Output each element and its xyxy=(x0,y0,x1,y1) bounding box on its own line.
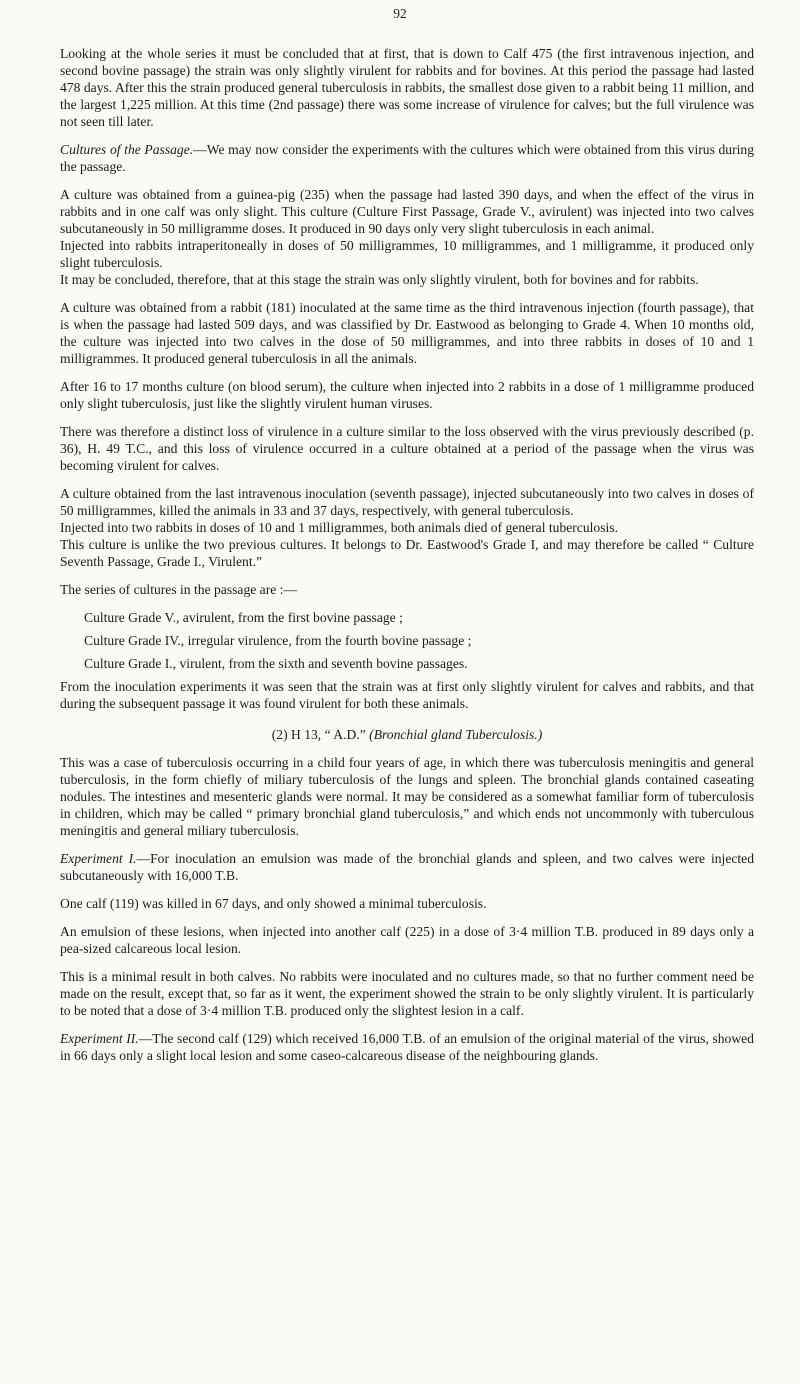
case-heading: (2) H 13, “ A.D.” (Bronchial gland Tuberculosis.) xyxy=(271,727,543,742)
page-body xyxy=(60,45,754,1075)
paragraph: After 16 to 17 months culture (on blood serum), the culture when injected into 2 rabbits in a dose of 1 milligramme produced only slight tuberculosis, just like the slightly virulent human viruses. xyxy=(60,379,754,411)
paragraph: There was therefore a distinct loss of virulence in a culture similar to the loss observed with the virus previously described (p. 36), H. 49 T.C., and this loss of virulence occurred in a culture obtained at a period of the passage when the virus was becoming virulent for calves. xyxy=(60,424,754,473)
paragraph: This culture is unlike the two previous cultures. It belongs to Dr. Eastwood's Grade I, and may therefore be called “ Culture Seventh Passage, Grade I., Virulent.” xyxy=(60,537,754,569)
paragraph: From the inoculation experiments it was seen that the strain was at first only slightly virulent for calves and rabbits, and that during the subsequent passage it was found virulent for both these animals. xyxy=(60,679,754,711)
list-item: Culture Grade V., avirulent, from the first bovine passage ; xyxy=(84,610,403,625)
page-number: 92 xyxy=(393,6,407,21)
paragraph: One calf (119) was killed in 67 days, and only showed a minimal tuberculosis. xyxy=(60,896,487,911)
paragraph: Looking at the whole series it must be concluded that at first, that is down to Calf 475 (the first intravenous injection, and second bovine passage) the strain was only slightly virulent for rabbits and for bovines. At this period the passage had lasted 478 days. After this the strain produced general tuberculosis in rabbits, the smallest dose given to a rabbit being 11 million, and the largest 1,225 million. At this time (2nd passage) there was some increase of virulence for calves; but the full virulence was not seen till later. xyxy=(60,46,754,129)
list-item: Culture Grade I., virulent, from the sixth and seventh bovine passages. xyxy=(84,656,468,671)
paragraph: A culture was obtained from a guinea-pig (235) when the passage had lasted 390 days, and when the effect of the virus in rabbits and in one calf was only slight. This culture (Culture First Passage, Grade V., avirulent) was injected into two calves subcutaneously in 50 milligramme doses. It produced in 90 days only very slight tuberculosis in each animal. xyxy=(60,187,754,236)
paragraph: An emulsion of these lesions, when injected into another calf (225) in a dose of 3·4 million T.B. produced in 89 days only a pea-sized calcareous local lesion. xyxy=(60,924,754,956)
paragraph: It may be concluded, therefore, that at this stage the strain was only slightly virulent, both for bovines and for rabbits. xyxy=(60,272,699,287)
paragraph: A culture obtained from the last intravenous inoculation (seventh passage), injected subcutaneously into two calves in doses of 50 milligrammes, killed the animals in 33 and 37 days, respectively, with general tuberculosis. xyxy=(60,486,754,518)
paragraph: Experiment II.—The second calf (129) which received 16,000 T.B. of an emulsion of the original material of the virus, showed in 66 days only a slight local lesion and some caseo-calcareous disease of the neighbouring glands. xyxy=(60,1031,754,1063)
paragraph: Cultures of the Passage.—We may now consider the experiments with the cultures which were obtained from this virus during the passage. xyxy=(60,142,755,174)
paragraph: Injected into rabbits intraperitoneally in doses of 50 milligrammes, 10 milligrammes, and 1 milligramme, it produced only slight tuberculosis. xyxy=(60,238,754,270)
experiment-heading: Experiment II. xyxy=(60,1031,139,1046)
paragraph: This is a minimal result in both calves. No rabbits were inoculated and no cultures made, so that no further comment need be made on the result, except that, so far as it went, the experiment showed the strain to be only slightly virulent. It is particularly to be noted that a dose of 3·4 million T.B. produced only the slightest lesion in a calf. xyxy=(60,969,754,1018)
section-heading: Cultures of the Passage. xyxy=(60,142,194,157)
paragraph: A culture was obtained from a rabbit (181) inoculated at the same time as the third intravenous injection (fourth passage), that is when the passage had lasted 509 days, and was classified by Dr. Eastwood as belonging to Grade 4. When 10 months old, the culture was injected into two calves in the dose of 50 milligrammes, and into three rabbits in doses of 10 and 1 milligrammes. It produced general tuberculosis in all the animals. xyxy=(60,300,754,366)
paragraph: The series of cultures in the passage are :— xyxy=(60,582,298,597)
paragraph: This was a case of tuberculosis occurring in a child four years of age, in which there was tuberculosis meningitis and general tuberculosis, in the form chiefly of miliary tuberculosis of the lungs and spleen. The bronchial glands contained caseating nodules. The intestines and mesenteric glands were normal. It may be considered as a somewhat familiar form of tuberculosis in children, which may be called “ primary bronchial gland tuberculosis,” and which ends not uncommonly with tuberculous meningitis and general miliary tuberculosis. xyxy=(60,755,754,838)
list-item: Culture Grade IV., irregular virulence, from the fourth bovine passage ; xyxy=(84,633,472,648)
paragraph: Experiment I.—For inoculation an emulsion was made of the bronchial glands and spleen, and two calves were injected subcutaneously with 16,000 T.B. xyxy=(60,851,754,883)
paragraph: Injected into two rabbits in doses of 10 and 1 milligrammes, both animals died of general tuberculosis. xyxy=(60,520,618,535)
experiment-heading: Experiment I. xyxy=(60,851,137,866)
